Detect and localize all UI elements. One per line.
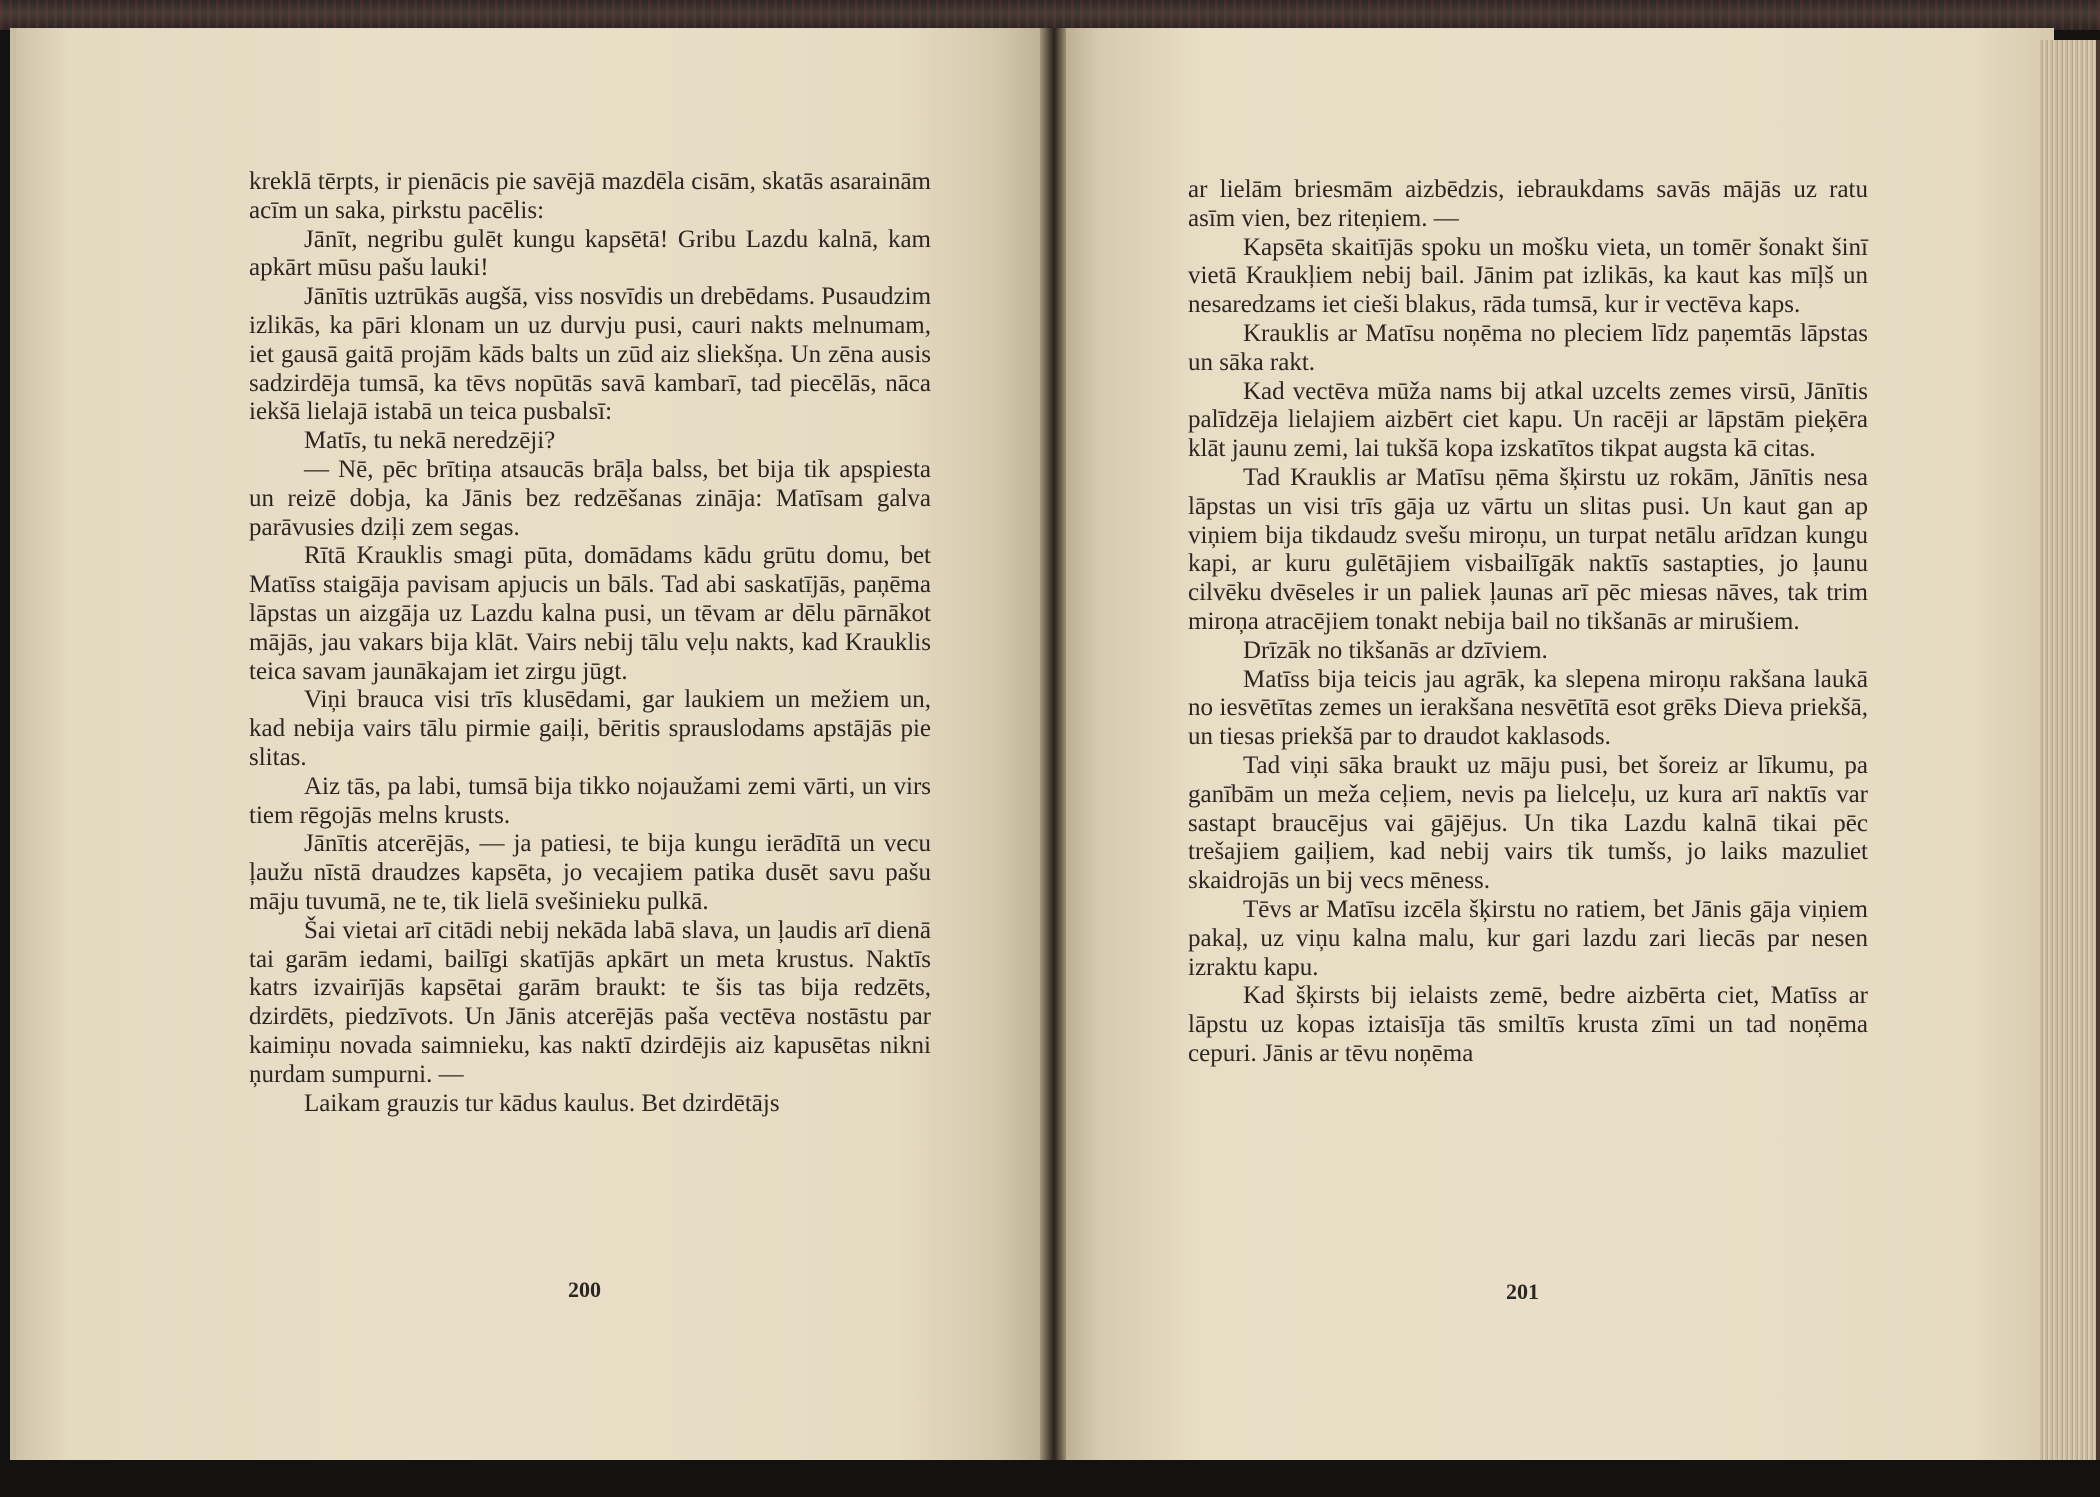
paragraph: Drīzāk no tikšanās ar dzīviem. [1243,636,1548,664]
book-cover-edge [0,0,2100,30]
paragraph: — Nē, pēc brītiņa atsaucās brāļa balss, bet bija tik apspiesta un reizē dobja, ka Jānis bez redzēšanas zināja: Matīsam galva parāvusies dziļi zem segas. [249,455,931,541]
paragraph: kreklā tērpts, ir pienācis pie savējā mazdēla cisām, skatās asarainām acīm un saka, pirkstu pacēlis: [249,168,931,224]
paragraph: Aiz tās, pa labi, tumsā bija tikko nojaužami zemi vārti, un virs tiem rēgojās melns krusts. [249,772,931,829]
book-gutter [1040,28,1066,1460]
paragraph: Matīs, tu nekā neredzēji? [304,427,556,455]
page-edges [2040,40,2100,1460]
paragraph: Tēvs ar Matīsu izcēla šķirstu no ratiem, bet Jānis gāja viņiem pakaļ, uz viņu kalna malu, kur gari lazdu zari liecās par nesen izraktu kapu. [1188,895,1868,981]
paragraph: Kad vectēva mūža nams bij atkal uzcelts zemes virsū, Jānītis palīdzēja lielajiem aizbērt ciet kapu. Un racēji ar lāpstām pieķēra klāt jaunu zemi, lai tukšā kopa izskatītos tikpat augsta kā citas. [1188,377,1868,463]
paragraph: Šai vietai arī citādi nebij nekāda labā slava, un ļaudis arī dienā tai garām iedami, bailīgi skatījās apkārt un meta krustus. Naktīs katrs izvairījās kapsētai garām braukt: te šis tas bija redzēts, dzirdēts, piedzīvots. Un Jānis atcerējās paša vectēva nostāstu par kaimiņu novada saimnieku, kas naktī dzirdējis aiz kapusētas nikni ņurdam sumpurni. — [249,916,931,1088]
paragraph: Krauklis ar Matīsu noņēma no pleciem līdz paņemtās lāpstas un sāka rakt. [1188,319,1868,376]
left-page-text [249,168,931,1118]
paragraph: Kapsēta skaitījās spoku un mošku vieta, un tomēr šonakt šinī vietā Kraukļiem nebij bail. Jānim pat izlikās, ka kaut kas mīļš un nesaredzams iet cieši blakus, rāda tumsā, kur ir vectēva kaps. [1188,233,1868,319]
paragraph: Laikam grauzis tur kādus kaulus. Bet dzirdētājs [304,1089,780,1117]
page-number-right: 201 [1506,1279,1539,1304]
paragraph: Rītā Krauklis smagi pūta, domādams kādu grūtu domu, bet Matīss staigāja pavisam apjucis un bāls. Tad abi saskatījās, paņēma lāpstas un aizgāja uz Lazdu kalna pusi, un tēvam ar dēlu pārnākot mājās, jau vakars bija klāt. Vairs nebij tālu veļu nakts, kad Krauklis teica savam jaunākajam iet zirgu jūgt. [249,542,931,685]
right-page-text [1188,176,1868,1069]
paragraph: Tad Krauklis ar Matīsu ņēma šķirstu uz rokām, Jānītis nesa lāpstas un visi trīs gāja uz vārtu un slitas pusi. Un kaut gan ap viņiem bija tikdaudz svešu miroņu, un turpat netālu arīdzan kungu kapi, ar kuru gulētājiem visbailīgāk naktīs sastapties, jo ļaunu cilvēku dvēseles ir un paliek ļaunas arī pēc miesas nāves, tak trim miroņa atracējiem tonakt nebija bail no tikšanās ar mirušiem. [1188,463,1868,635]
page-number-left: 200 [568,1277,601,1302]
paragraph: Jānītis atcerējās, — ja patiesi, te bija kungu ierādītā un vecu ļaužu nīstā draudzes kapsēta, jo vecajiem patika dusēt savu pašu māju tuvumā, ne te, tik lielā svešinieku pulkā. [249,830,931,915]
paragraph: ar lielām briesmām aizbēdzis, iebraukdams savās mājās uz ratu asīm vien, bez riteņiem. — [1188,176,1868,232]
paragraph: Jānīt, negribu gulēt kungu kapsētā! Gribu Lazdu kalnā, kam apkārt mūsu pašu lauki! [249,225,931,282]
paragraph: Kad šķirsts bij ielaists zemē, bedre aizbērta ciet, Matīss ar lāpstu uz kopas iztaisīja tās smiltīs krusta zīmi un tad noņēma cepuri. Jānis ar tēvu noņēma [1188,982,1868,1067]
paragraph: Jānītis uztrūkās augšā, viss nosvīdis un drebēdams. Pusaudzim izlikās, ka pāri klonam un uz durvju pusi, cauri nakts melnumam, iet gausā gaitā projām kāds balts un zūd aiz sliekšņa. Un zēna ausis sadzirdēja tumsā, ka tēvs nopūtās savā kambarī, tad piecēlās, nāca iekšā lielajā istabā un teica pusbalsī: [249,283,932,426]
paragraph: Viņi brauca visi trīs klusēdami, gar laukiem un mežiem un, kad nebija vairs tālu pirmie gaiļi, bēritis sprauslodams apstājās pie slitas. [249,686,931,771]
paragraph: Tad viņi sāka braukt uz māju pusi, bet šoreiz ar līkumu, pa ganībām un meža ceļiem, nevis pa lielceļu, uz kura arī naktīs var sastapt braucējus vai gājējus. Un tika Lazdu kalnā tikai pēc trešajiem gaiļiem, kad nebij vairs tik tumšs, jo laiks mazuliet skaidrojās un bij vecs mēness. [1188,751,1868,895]
paragraph: Matīss bija teicis jau agrāk, ka slepena miroņu rakšana laukā no iesvētītas zemes un ierakšana nesvētītā esot grēks Dieva priekšā, un tiesas priekšā par to draudot kaklasods. [1188,665,1868,751]
